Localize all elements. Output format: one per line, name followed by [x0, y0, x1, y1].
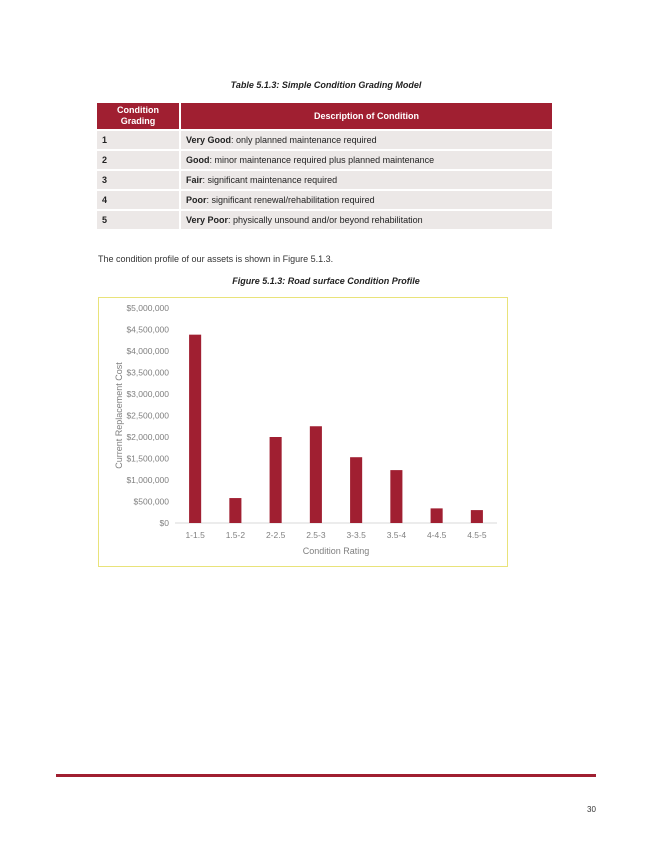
- bar-2.5-3: [310, 426, 322, 523]
- x-tick-label: 4-4.5: [426, 530, 447, 540]
- y-tick-label: $4,000,000: [126, 346, 169, 356]
- condition-description: : physically unsound and/or beyond rehabilitation: [228, 215, 423, 225]
- description-cell: [181, 171, 552, 189]
- condition-description: : minor maintenance required plus planned maintenance: [209, 155, 435, 165]
- condition-description: : significant renewal/rehabilitation required: [206, 195, 375, 205]
- table-row: [97, 151, 552, 169]
- bar-4-4.5: [431, 508, 443, 523]
- description-cell: [181, 131, 552, 149]
- grade-cell: 3: [97, 171, 181, 189]
- header-condition-grading: Condition Grading: [97, 103, 181, 129]
- condition-description: : significant maintenance required: [202, 175, 338, 185]
- description-cell: [181, 211, 552, 229]
- bar-4.5-5: [471, 510, 483, 523]
- condition-term: Very Good: [186, 135, 232, 145]
- table-row: [97, 171, 552, 189]
- y-tick-label: $1,000,000: [126, 475, 169, 485]
- condition-term: Good: [186, 155, 210, 165]
- bar-1.5-2: [229, 498, 241, 523]
- x-tick-label: 3.5-4: [386, 530, 407, 540]
- x-tick-label: 3-3.5: [346, 530, 366, 540]
- y-axis-title: Current Replacement Cost: [114, 362, 124, 469]
- header-description: Description of Condition: [181, 103, 552, 129]
- footer-divider: [56, 774, 596, 777]
- grade-cell: 4: [97, 191, 181, 209]
- y-tick-label: $3,500,000: [126, 367, 169, 378]
- table-row: [97, 211, 552, 229]
- y-tick-label: $500,000: [133, 496, 169, 507]
- x-tick-label: 1-1.5: [185, 530, 205, 540]
- grade-cell: 1: [97, 131, 181, 149]
- condition-term: Fair: [186, 175, 203, 185]
- table-row: [97, 191, 552, 209]
- bar-3.5-4: [390, 470, 402, 523]
- x-tick-label: 4.5-5: [467, 530, 487, 540]
- table-caption: Table 5.1.3: Simple Condition Grading Model: [230, 80, 422, 90]
- x-tick-label: 1.5-2: [225, 530, 246, 540]
- page-number: 30: [587, 805, 596, 814]
- y-tick-label: $2,000,000: [126, 432, 169, 442]
- x-tick-label: 2.5-3: [306, 530, 326, 540]
- figure-caption: Figure 5.1.3: Road surface Condition Profile: [232, 276, 420, 286]
- table-row: [97, 131, 552, 149]
- y-tick-label: $2,500,000: [126, 410, 169, 421]
- description-cell: [181, 191, 552, 209]
- condition-profile-chart: [99, 298, 509, 568]
- x-axis-title: Condition Rating: [302, 546, 370, 556]
- grade-cell: 5: [97, 211, 181, 229]
- y-tick-label: $4,500,000: [126, 324, 169, 335]
- y-tick-label: $1,500,000: [126, 453, 169, 464]
- table-header-row: [97, 103, 552, 129]
- y-tick-label: $0: [159, 518, 169, 528]
- body-paragraph: The condition profile of our assets is shown in Figure 5.1.3.: [98, 254, 334, 264]
- y-tick-label: $5,000,000: [126, 303, 169, 313]
- condition-term: Poor: [186, 195, 207, 205]
- grade-cell: 2: [97, 151, 181, 169]
- bar-3-3.5: [350, 457, 362, 523]
- description-cell: [181, 151, 552, 169]
- condition-grading-table: [97, 101, 552, 231]
- chart-container: [98, 297, 508, 567]
- condition-term: Very Poor: [186, 215, 229, 225]
- condition-description: : only planned maintenance required: [231, 135, 377, 145]
- bar-2-2.5: [270, 437, 282, 523]
- x-tick-label: 2-2.5: [265, 530, 286, 540]
- bar-1-1.5: [189, 335, 201, 523]
- y-tick-label: $3,000,000: [126, 389, 169, 399]
